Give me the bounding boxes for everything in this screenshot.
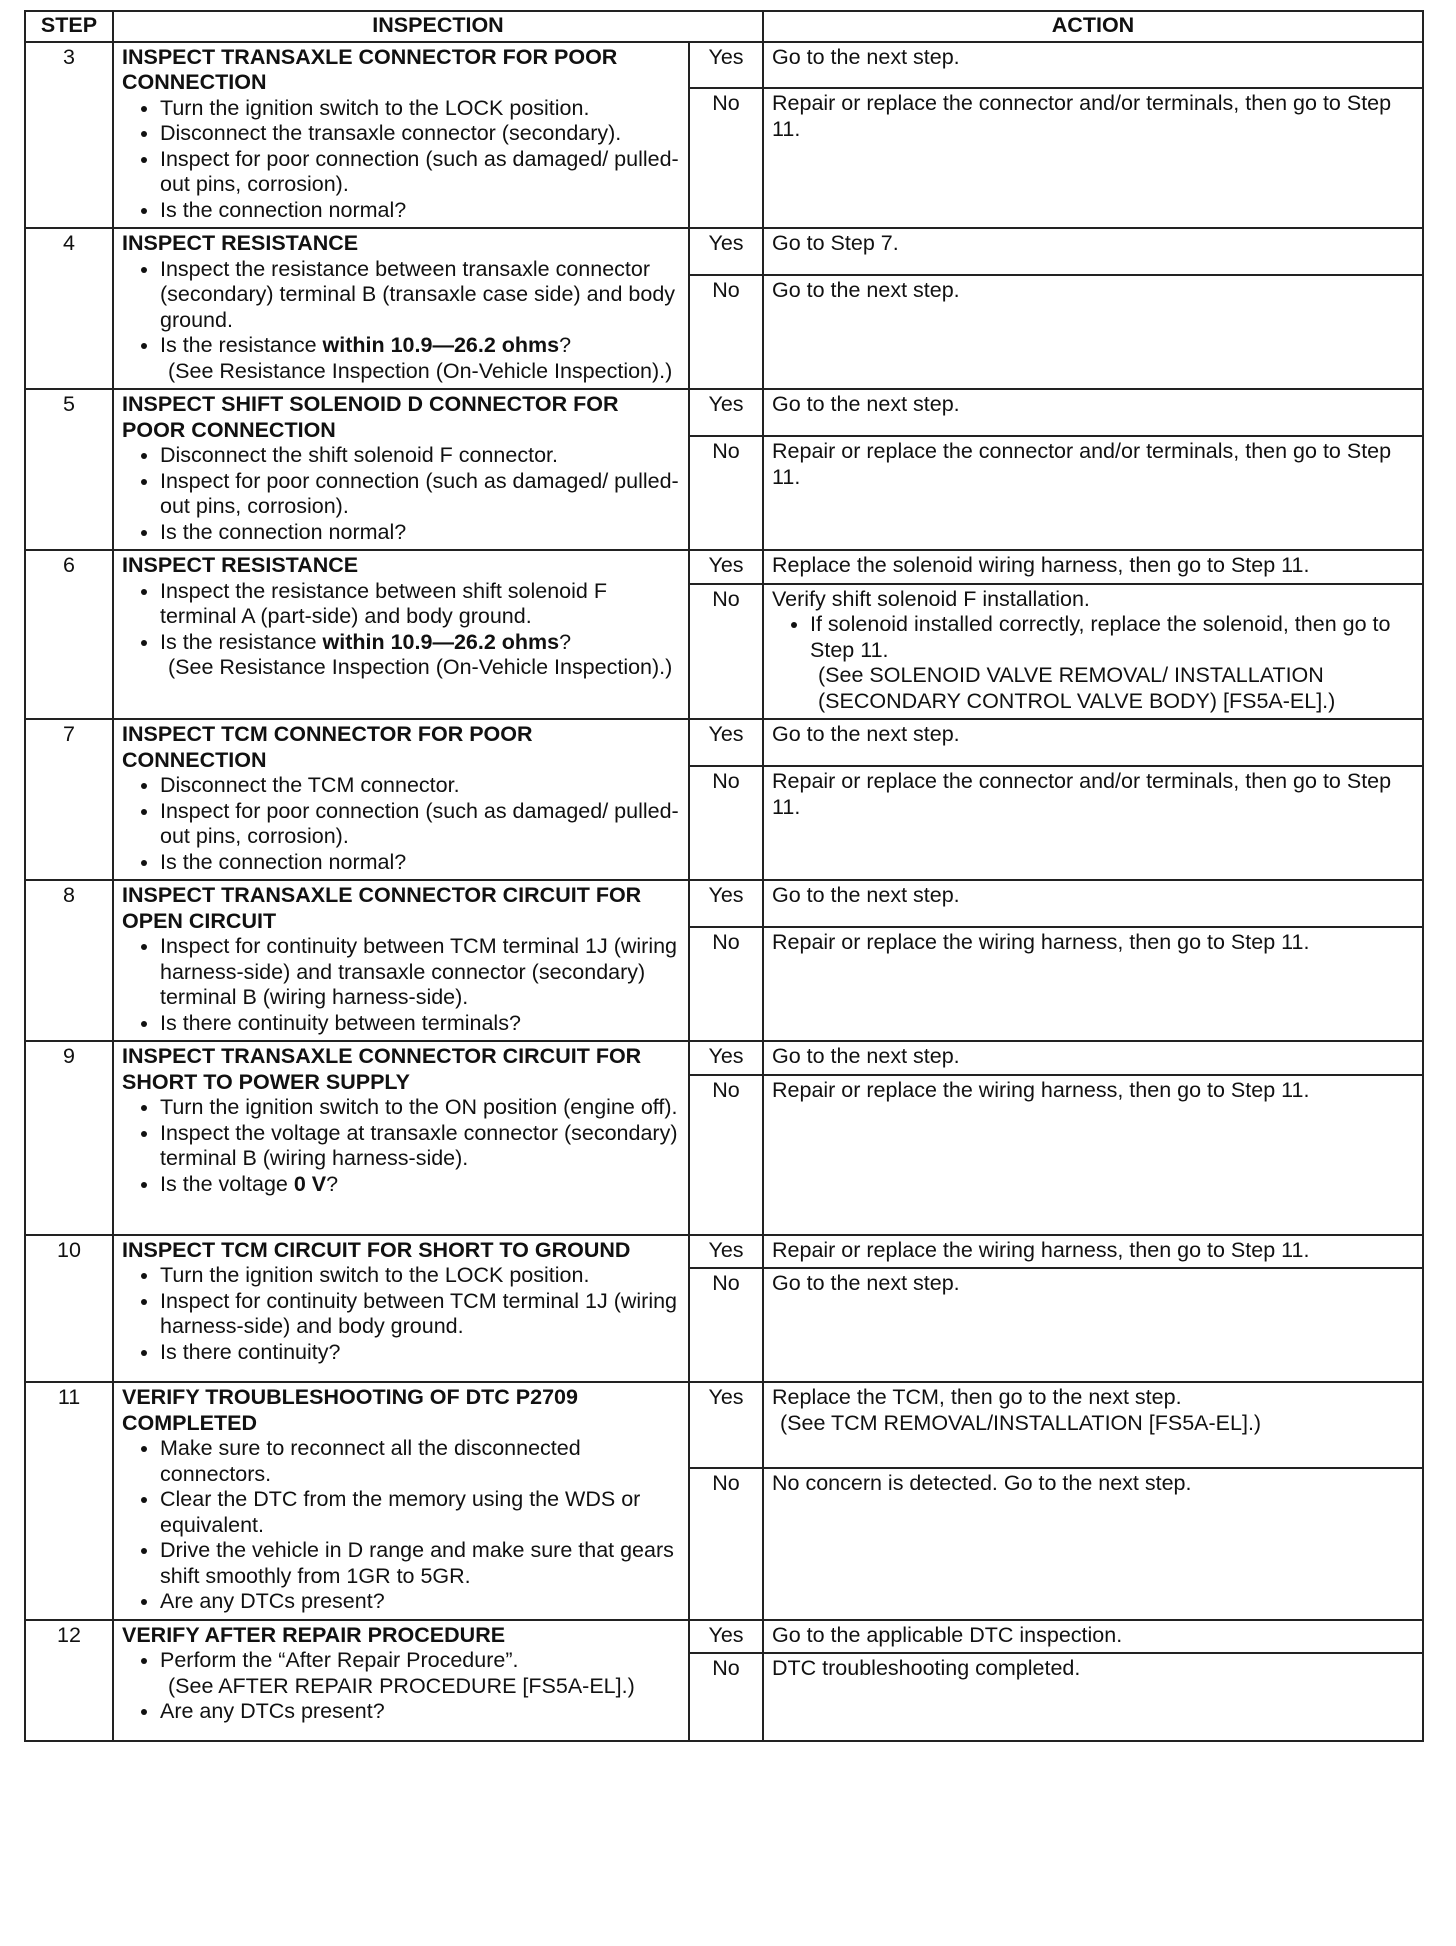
step-row: [25, 1382, 1423, 1468]
inspection-cell: [113, 550, 689, 719]
yes-label: Yes: [689, 228, 763, 275]
yes-action: Go to the applicable DTC inspection.: [763, 1620, 1423, 1654]
bullet-item: • Disconnect the shift solenoid F connector.: [160, 443, 682, 469]
no-action: Repair or replace the wiring harness, then go to Step 11.: [763, 927, 1423, 1041]
header-step: STEP: [25, 11, 113, 42]
no-label: No: [689, 1468, 763, 1620]
bullet-text: Is the resistance: [160, 333, 323, 357]
step-number: 11: [25, 1382, 113, 1620]
header-inspection: INSPECTION: [113, 11, 763, 42]
inspection-cell: [113, 719, 689, 880]
bullet-spec: within 10.9—26.2 ohms: [322, 629, 560, 654]
bullet-item: • Disconnect the TCM connector.: [160, 773, 682, 799]
yes-action: Go to the next step.: [763, 389, 1423, 436]
step-row: [25, 550, 1423, 584]
yes-label: Yes: [689, 1620, 763, 1654]
step-row: [25, 1620, 1423, 1654]
step-row: [25, 228, 1423, 275]
yes-action: Go to the next step.: [763, 719, 1423, 766]
yes-action: Replace the TCM, then go to the next step.: [772, 1385, 1182, 1409]
no-action: DTC troubleshooting completed.: [763, 1653, 1423, 1741]
step-title: VERIFY TROUBLESHOOTING OF DTC P2709 COMPLETED: [122, 1385, 578, 1435]
no-action: Go to the next step.: [763, 1268, 1423, 1382]
inspection-bullets: [122, 443, 682, 545]
yes-label: Yes: [689, 1235, 763, 1269]
bullet-item: • Make sure to reconnect all the disconnected connectors.: [160, 1436, 682, 1487]
bullet-item: • Is there continuity?: [160, 1340, 682, 1366]
inspection-bullets: [122, 1263, 682, 1365]
bullet-item: [160, 1648, 682, 1699]
bullet-item: • Inspect for continuity between TCM terminal 1J (wiring harness-side) and transaxle connector (secondary) terminal B (wiring harness-side).: [160, 934, 682, 1011]
no-label: No: [689, 436, 763, 550]
step-number: 12: [25, 1620, 113, 1742]
step-row: [25, 1041, 1423, 1075]
bullet-item: • Inspect the voltage at transaxle connector (secondary) terminal B (wiring harness-side).: [160, 1121, 682, 1172]
step-title: INSPECT TCM CIRCUIT FOR SHORT TO GROUND: [122, 1237, 631, 1262]
bullet-item: [160, 1172, 682, 1198]
bullet-item: [810, 612, 1416, 714]
step-number: 9: [25, 1041, 113, 1235]
no-label: No: [689, 1268, 763, 1382]
bullet-item: • Disconnect the transaxle connector (secondary).: [160, 121, 682, 147]
step-number: 8: [25, 880, 113, 1041]
bullet-item: • Are any DTCs present?: [160, 1589, 682, 1615]
inspection-cell: [113, 1382, 689, 1620]
inspection-bullets: [122, 1648, 682, 1725]
bullet-item: • Inspect for poor connection (such as damaged/ pulled-out pins, corrosion).: [160, 799, 682, 850]
bullet-text: If solenoid installed correctly, replace the solenoid, then go to Step 11.: [810, 612, 1391, 662]
yes-label: Yes: [689, 719, 763, 766]
step-row: [25, 1235, 1423, 1269]
yes-action: Go to the next step.: [763, 1041, 1423, 1075]
inspection-bullets: [122, 257, 682, 385]
yes-label: Yes: [689, 880, 763, 927]
no-label: No: [689, 1653, 763, 1741]
table-header-row: [25, 11, 1423, 42]
bullet-item: [160, 333, 682, 384]
bullet-item: • Inspect for poor connection (such as damaged/ pulled-out pins, corrosion).: [160, 147, 682, 198]
inspection-bullets: [122, 96, 682, 224]
bullet-text: Perform the “After Repair Procedure”.: [160, 1648, 519, 1672]
no-label: No: [689, 927, 763, 1041]
yes-label: Yes: [689, 42, 763, 89]
inspection-bullets: [122, 1095, 682, 1197]
bullet-item: • Inspect for continuity between TCM terminal 1J (wiring harness-side) and body ground.: [160, 1289, 682, 1340]
bullet-text: Is the resistance: [160, 629, 323, 654]
bullet-item: • Is the connection normal?: [160, 198, 682, 224]
reference-note: (See AFTER REPAIR PROCEDURE [FS5A-EL].): [168, 1673, 635, 1698]
yes-label: Yes: [689, 550, 763, 584]
bullet-item: • Drive the vehicle in D range and make sure that gears shift smoothly from 1GR to 5GR.: [160, 1538, 682, 1589]
reference-note: (See SOLENOID VALVE REMOVAL/ INSTALLATION (SECONDARY CONTROL VALVE BODY) [FS5A-EL].): [818, 663, 1336, 713]
bullet-item: • Is the connection normal?: [160, 850, 682, 876]
no-action-cell: [763, 584, 1423, 720]
yes-action: Replace the solenoid wiring harness, then go to Step 11.: [763, 550, 1423, 584]
bullet-item: • Inspect the resistance between shift solenoid F terminal A (part-side) and body ground.: [160, 579, 682, 630]
bullet-text: ?: [326, 1171, 339, 1196]
bullet-item: • Clear the DTC from the memory using the WDS or equivalent.: [160, 1487, 682, 1538]
step-number: 5: [25, 389, 113, 550]
bullet-item: • Turn the ignition switch to the LOCK position.: [160, 1263, 682, 1289]
no-action: No concern is detected. Go to the next step.: [763, 1468, 1423, 1620]
step-number: 10: [25, 1235, 113, 1383]
step-number: 3: [25, 42, 113, 229]
step-title: INSPECT TRANSAXLE CONNECTOR FOR POOR CONNECTION: [122, 44, 618, 94]
step-title: INSPECT TCM CONNECTOR FOR POOR CONNECTION: [122, 722, 533, 772]
no-label: No: [689, 766, 763, 880]
step-row: [25, 880, 1423, 927]
yes-action: Go to the next step.: [763, 42, 1423, 89]
reference-note: (See TCM REMOVAL/INSTALLATION [FS5A-EL].): [780, 1410, 1262, 1435]
bullet-item: • Turn the ignition switch to the LOCK position.: [160, 96, 682, 122]
bullet-item: [160, 630, 682, 681]
step-title: INSPECT TRANSAXLE CONNECTOR CIRCUIT FOR SHORT TO POWER SUPPLY: [122, 1044, 642, 1094]
bullet-spec: 0 V: [293, 1171, 327, 1196]
procedure-page: [24, 10, 1422, 1742]
bullet-text: Is the voltage: [160, 1171, 294, 1196]
yes-action: Repair or replace the wiring harness, then go to Step 11.: [763, 1235, 1423, 1269]
step-title: INSPECT SHIFT SOLENOID D CONNECTOR FOR POOR CONNECTION: [122, 392, 619, 442]
yes-label: Yes: [689, 389, 763, 436]
step-row: [25, 719, 1423, 766]
no-action: Repair or replace the connector and/or terminals, then go to Step 11.: [763, 766, 1423, 880]
inspection-cell: [113, 228, 689, 389]
step-row: [25, 42, 1423, 89]
step-title: INSPECT TRANSAXLE CONNECTOR CIRCUIT FOR OPEN CIRCUIT: [122, 883, 642, 933]
no-action: Repair or replace the connector and/or terminals, then go to Step 11.: [763, 88, 1423, 228]
inspection-cell: [113, 1041, 689, 1235]
inspection-bullets: [122, 1436, 682, 1615]
no-label: No: [689, 1075, 763, 1235]
no-label: No: [689, 584, 763, 720]
inspection-bullets: [122, 579, 682, 681]
no-action: Repair or replace the connector and/or terminals, then go to Step 11.: [763, 436, 1423, 550]
yes-action: Go to the next step.: [763, 880, 1423, 927]
no-label: No: [689, 88, 763, 228]
bullet-text: ?: [559, 629, 572, 654]
bullet-spec: within 10.9—26.2 ohms: [322, 333, 560, 357]
yes-label: Yes: [689, 1382, 763, 1468]
bullet-item: • Is the connection normal?: [160, 520, 682, 546]
step-number: 4: [25, 228, 113, 389]
yes-label: Yes: [689, 1041, 763, 1075]
inspection-bullets: [122, 773, 682, 875]
bullet-item: • Inspect the resistance between transaxle connector (secondary) terminal B (transaxle case side) and body ground.: [160, 257, 682, 334]
header-action: ACTION: [763, 11, 1423, 42]
step-row: [25, 389, 1423, 436]
reference-note: (See Resistance Inspection (On-Vehicle Inspection).): [168, 358, 673, 383]
step-number: 6: [25, 550, 113, 719]
bullet-item: • Inspect for poor connection (such as damaged/ pulled-out pins, corrosion).: [160, 469, 682, 520]
no-action: Go to the next step.: [763, 275, 1423, 389]
troubleshooting-table: [24, 10, 1424, 1742]
no-action: Repair or replace the wiring harness, then go to Step 11.: [763, 1075, 1423, 1235]
inspection-cell: [113, 1620, 689, 1742]
step-title: INSPECT RESISTANCE: [122, 553, 359, 577]
no-action: Verify shift solenoid F installation.: [772, 586, 1090, 611]
step-number: 7: [25, 719, 113, 880]
bullet-item: • Are any DTCs present?: [160, 1699, 682, 1725]
inspection-cell: [113, 389, 689, 550]
reference-note: (See Resistance Inspection (On-Vehicle Inspection).): [168, 655, 673, 679]
action-bullets: [772, 612, 1416, 714]
bullet-text: ?: [559, 333, 572, 357]
bullet-item: • Turn the ignition switch to the ON position (engine off).: [160, 1095, 682, 1121]
no-label: No: [689, 275, 763, 389]
yes-action: Go to Step 7.: [763, 228, 1423, 275]
step-title: VERIFY AFTER REPAIR PROCEDURE: [122, 1622, 506, 1647]
step-title: INSPECT RESISTANCE: [122, 231, 359, 255]
inspection-cell: [113, 880, 689, 1041]
yes-action-cell: [763, 1382, 1423, 1468]
bullet-item: • Is there continuity between terminals?: [160, 1011, 682, 1037]
inspection-cell: [113, 42, 689, 229]
inspection-cell: [113, 1235, 689, 1383]
inspection-bullets: [122, 934, 682, 1036]
